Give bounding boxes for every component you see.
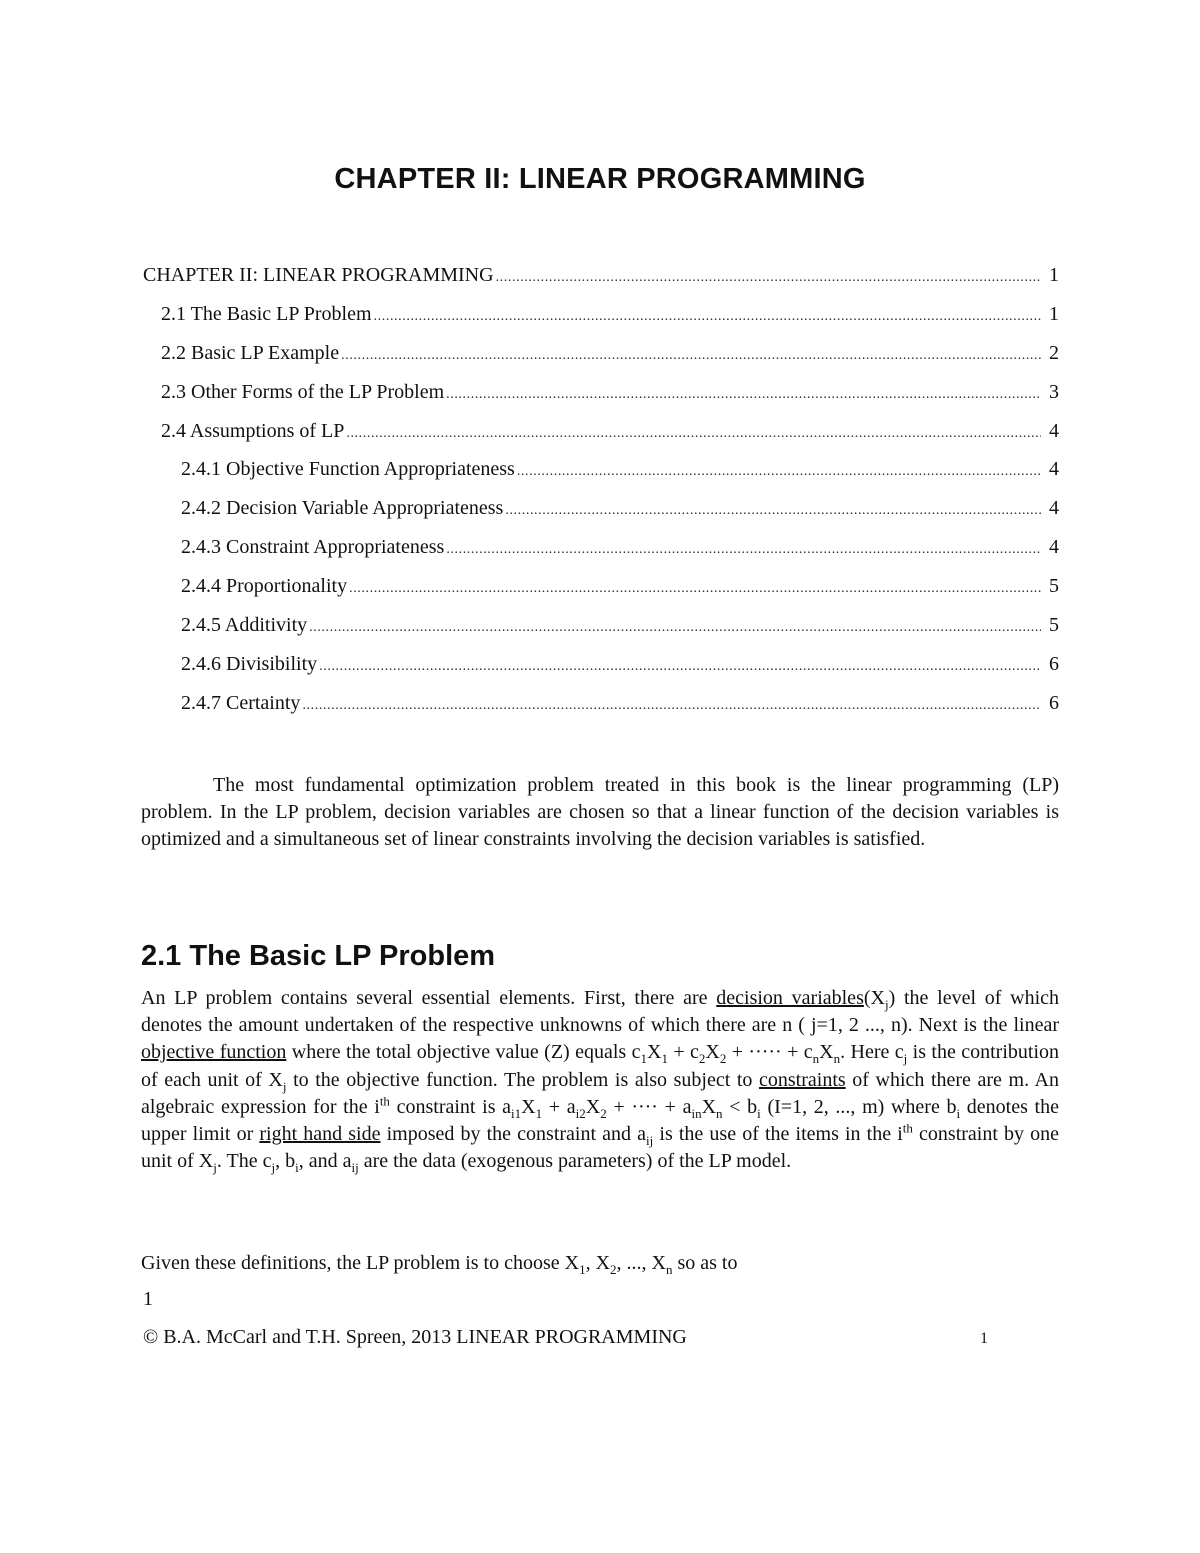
toc-leader-dots: [505, 503, 1041, 519]
body-text: X: [819, 1041, 834, 1064]
body-text: imposed by the constraint and a: [380, 1123, 647, 1146]
subscript: i1: [511, 1105, 522, 1121]
toc-leader-dots: [349, 581, 1041, 597]
subscript: 2: [600, 1105, 607, 1121]
body-text: X: [585, 1095, 601, 1118]
toc-entry-page: 6: [1049, 691, 1059, 714]
toc-entry[interactable]: [143, 458, 1059, 497]
toc-entry[interactable]: [143, 692, 1059, 731]
body-text: + c: [667, 1041, 699, 1064]
term-constraints: constraints: [759, 1068, 846, 1091]
body-text: X: [701, 1095, 717, 1118]
toc-entry-label: 2.4.5 Additivity: [181, 614, 308, 637]
chapter-title: CHAPTER II: LINEAR PROGRAMMING: [334, 163, 866, 195]
toc-leader-dots: [374, 309, 1041, 325]
subscript: j: [213, 1160, 217, 1176]
term-decision-variables: decision variables: [716, 987, 864, 1009]
footer-text: © B.A. McCarl and T.H. Spreen, 2013 LINEAR PROGRAMMING: [143, 1326, 687, 1348]
toc-entry[interactable]: [143, 497, 1059, 536]
body-text: (I=1, 2, ..., m) where b: [760, 1095, 957, 1118]
body-text: ) the level of which denotes the amount undertaken of the respective unknowns of which there are n ( j=1, 2 ..., n). Next is the linear: [141, 987, 1060, 1037]
toc-entry-label: 2.4.3 Constraint Appropriateness: [181, 536, 445, 559]
toc-entry-label: 2.3 Other Forms of the LP Problem: [161, 380, 445, 403]
subscript: 1: [579, 1262, 586, 1277]
body-text: + a: [542, 1095, 576, 1118]
body-text: are the data (exogenous parameters) of the LP model.: [358, 1150, 792, 1173]
toc-entry-page: 3: [1049, 380, 1059, 403]
toc-entry-page: 1: [1049, 302, 1059, 325]
toc-entry[interactable]: [143, 342, 1059, 381]
toc-leader-dots: [319, 659, 1041, 675]
subscript: 1: [640, 1051, 647, 1067]
body-page-number: 1: [143, 1288, 153, 1310]
body-text: is the use of the items in the i: [653, 1123, 903, 1146]
body-text: + ···· + a: [606, 1095, 692, 1118]
subscript: ij: [351, 1160, 359, 1176]
toc-entry[interactable]: [143, 653, 1059, 692]
toc-leader-dots: [496, 270, 1041, 286]
subscript: 2: [610, 1262, 617, 1277]
toc-entry-label: 2.4.1 Objective Function Appropriateness: [181, 458, 515, 481]
body-text: where the total objective value (Z) equals c: [286, 1041, 641, 1064]
subscript: i: [295, 1160, 299, 1176]
subscript: 1: [661, 1051, 668, 1067]
body-text: X: [646, 1041, 662, 1064]
body-text: (X: [863, 987, 885, 1009]
subscript: i2: [575, 1105, 586, 1121]
body-text: . The c: [216, 1150, 272, 1173]
body-text: constraint by one unit of X: [141, 1123, 1060, 1173]
body-text: < b: [722, 1095, 758, 1118]
body-text: . Here c: [840, 1041, 904, 1064]
subscript: j: [282, 1078, 287, 1094]
toc-entry[interactable]: [143, 420, 1059, 459]
toc-entry[interactable]: [143, 575, 1059, 614]
body-text: X: [705, 1041, 720, 1064]
toc-entry-page: 2: [1049, 341, 1059, 364]
body-text: constraint is a: [389, 1095, 512, 1118]
subscript: n: [833, 1051, 841, 1067]
subscript: j: [271, 1160, 276, 1176]
subscript: 1: [535, 1105, 543, 1121]
toc-entry-label: 2.4.6 Divisibility: [181, 652, 318, 675]
subscript: in: [691, 1105, 702, 1121]
term-objective-function: objective function: [141, 1041, 287, 1064]
toc-leader-dots: [346, 426, 1041, 442]
body-text: , X: [585, 1252, 611, 1274]
toc-entry-page: 4: [1049, 419, 1059, 442]
toc-entry-page: 1: [1049, 264, 1059, 286]
toc-entry-page: 4: [1049, 536, 1059, 559]
subscript: n: [716, 1105, 723, 1121]
given-line: [141, 1252, 737, 1275]
toc-leader-dots: [446, 387, 1041, 403]
body-text: An LP problem contains several essential elements. First, there are: [141, 987, 717, 1009]
subscript: j: [884, 997, 889, 1012]
subscript: 2: [698, 1051, 706, 1067]
body-text: denotes the upper limit or: [141, 1095, 1059, 1146]
term-right-hand-side: right hand side: [259, 1123, 381, 1146]
body-text: + ····· + c: [726, 1041, 813, 1064]
section-heading: 2.1 The Basic LP Problem: [141, 940, 496, 972]
subscript: n: [812, 1051, 820, 1067]
table-of-contents: [143, 264, 1059, 731]
subscript: i: [757, 1105, 761, 1121]
toc-leader-dots: [341, 348, 1041, 364]
toc-entry-page: 5: [1049, 575, 1059, 598]
body-paragraph: [141, 985, 1059, 1175]
toc-entry[interactable]: [143, 264, 1059, 303]
body-text: , b: [275, 1150, 296, 1173]
subscript: i: [956, 1105, 961, 1121]
toc-entry-label: 2.2 Basic LP Example: [161, 341, 340, 364]
body-text: is the contribution of each unit of X: [141, 1041, 1060, 1091]
toc-leader-dots: [309, 620, 1041, 636]
toc-entry-page: 4: [1049, 458, 1059, 481]
toc-entry-label: CHAPTER II: LINEAR PROGRAMMING: [143, 264, 494, 286]
subscript: 2: [719, 1051, 727, 1067]
superscript: th: [379, 1093, 390, 1109]
toc-entry[interactable]: [143, 614, 1059, 653]
subscript: ij: [646, 1133, 654, 1149]
body-text: X: [521, 1095, 536, 1118]
toc-leader-dots: [517, 464, 1041, 480]
body-text: , and a: [298, 1150, 352, 1173]
toc-entry-label: 2.1 The Basic LP Problem: [161, 302, 372, 325]
body-text: , ..., X: [616, 1252, 666, 1274]
toc-entry[interactable]: [143, 303, 1059, 342]
body-text: so as to: [672, 1252, 738, 1274]
toc-entry[interactable]: [143, 536, 1059, 575]
toc-leader-dots: [302, 698, 1041, 714]
body-text: of which there are m. An algebraic expression for the i: [141, 1068, 1059, 1118]
toc-entry-label: 2.4.7 Certainty: [181, 691, 301, 714]
body-text: Given these definitions, the LP problem is to choose X: [141, 1252, 580, 1274]
toc-leader-dots: [446, 542, 1041, 558]
body-text: to the objective function. The problem is also subject to: [286, 1068, 760, 1091]
subscript: n: [665, 1262, 673, 1277]
toc-entry-label: 2.4 Assumptions of LP: [161, 419, 345, 442]
toc-entry[interactable]: [143, 381, 1059, 420]
toc-entry-page: 4: [1049, 497, 1059, 520]
footer-page-number: 1: [980, 1330, 988, 1347]
toc-entry-page: 5: [1049, 614, 1059, 637]
toc-entry-label: 2.4.4 Proportionality: [181, 575, 348, 598]
toc-entry-page: 6: [1049, 652, 1059, 675]
superscript: th: [902, 1120, 913, 1136]
intro-paragraph: The most fundamental optimization problem treated in this book is the linear programming (LP) problem. In the LP problem, decision variables are chosen so that a linear function of the decision variables is optimized and a simultaneous set of linear constraints involving the decision variables is satisfied.: [141, 774, 1059, 851]
toc-entry-label: 2.4.2 Decision Variable Appropriateness: [181, 497, 504, 520]
subscript: j: [903, 1051, 908, 1067]
